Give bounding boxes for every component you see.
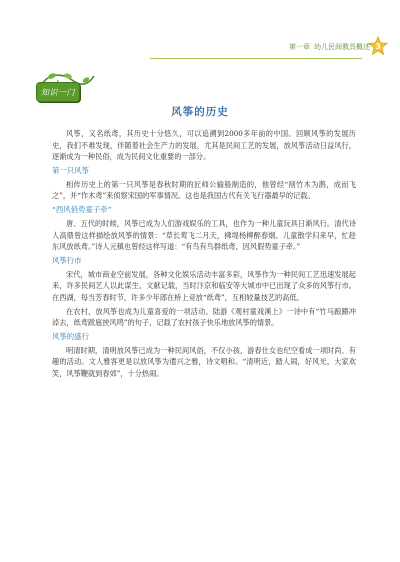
paragraph: 宋代，城市商业空前发展，各种文化娱乐活动丰富多彩，风筝作为一种民间工艺迅速发展起来，许多民间艺人以此谋生。文献记载，当时汴京和临安等大城市中已出现了众多的风筝行市。在西湖，每当芳春时节，许多少年郎在桥上竞放“纸鸢”，互相较量技艺的高低。 <box>52 269 356 302</box>
chapter-label: 第一章 <box>289 43 310 51</box>
paragraph: 唐、五代的时候，风筝已成为人们游戏娱乐的工具，也作为一种儿童玩具日渐风行。清代诗人高鼎曾这样描绘放风筝的情景：“草长莺飞二月天，拂堤杨柳醉春烟。儿童散学归来早，忙趁东风放纸鸢。”诗人元稹也曾经这样写道：“有鸟有鸟群纸鸢，因风假势童子牵。” <box>52 218 356 252</box>
header-divider <box>150 58 362 59</box>
article-title: 风筝的历史 <box>171 106 229 118</box>
page-number-badge <box>368 36 388 56</box>
section-badge <box>36 82 80 102</box>
section-label: 幼儿民间教具概述 <box>314 43 370 51</box>
page-number: 3 <box>375 42 381 51</box>
page-header <box>289 40 370 54</box>
paragraph: 在农村，放风筝也成为儿童喜爱的一项活动。陆游《观村童戏溪上》一诗中有“竹马踉蹡冲淖去，纸鸢跋扈挟风鸣”的句子，记载了农村孩子快乐地放风筝的情景。 <box>52 306 356 328</box>
paragraph: 相传历史上的第一只风筝是春秋时期的匠师公输般制造的，他曾经“削竹木为鹊，成而飞之”，并“作木鸢”来侦察宋国的军事情况。这也是我国古代有关飞行器最早的记载。 <box>52 179 356 201</box>
paragraph: 风筝，又名纸鸢，其历史十分悠久，可以追溯到2000多年前的中国。回顾风筝的发展历史，我们不难发现，伴随着社会生产力的发展，尤其是民间工艺的发展，放风筝活动日益风行，逐渐成为一种民俗，成为民间文化重要的一部分。 <box>52 129 356 162</box>
subheading: 第一只风筝 <box>52 165 89 175</box>
paragraph: 明清时期，清明放风筝已成为一种民间风俗，不仅小孩，游春仕女也纪空看成一项时尚、有趣的活动。文人雅客更是以放风筝为遣兴之雅，诗文唱和。“清明近，踏人闹，好风光，大家欢笑，风筝鞭就到春郊”，十分热闹。 <box>52 345 356 378</box>
subheading: 风筝的盛行 <box>52 331 89 341</box>
article-body <box>52 128 356 382</box>
subheading: 风筝行市 <box>52 255 82 265</box>
badge-label: 知识一门 <box>41 87 75 97</box>
subheading: “西风俏势童子牵” <box>52 204 112 214</box>
